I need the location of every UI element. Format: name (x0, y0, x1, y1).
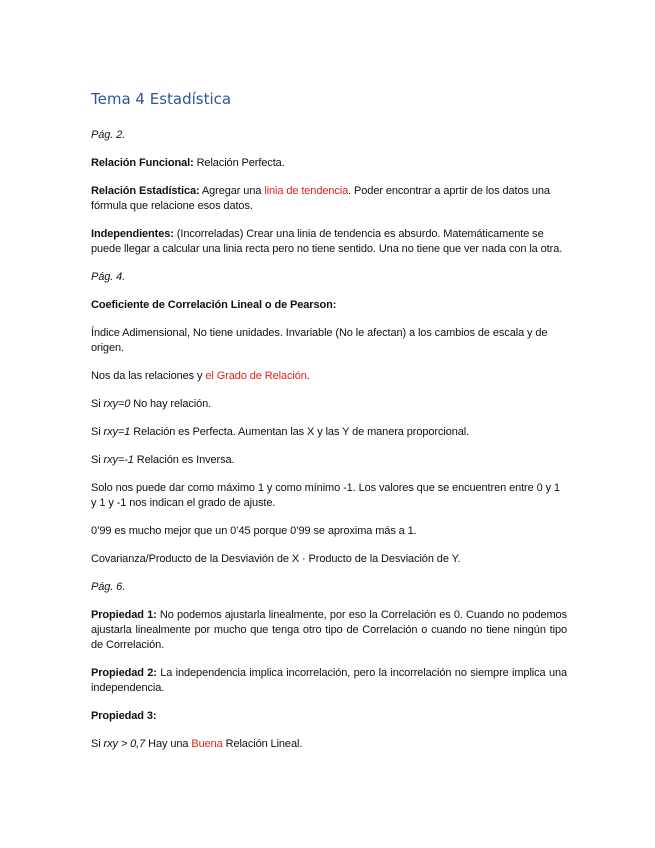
propiedad-3-heading: Propiedad 3: (91, 710, 157, 722)
si-prefix: Si (91, 426, 104, 438)
independientes-paragraph (91, 227, 567, 257)
rxy-0-paragraph (91, 397, 567, 412)
rxy-1-text: Relación es Perfecta. Aumentan las X y las Y de manera proporcional. (130, 426, 470, 438)
propiedad-2-text: La independencia implica incorrelación, pero la incorrelación no siempre implica una independencia. (91, 667, 567, 694)
page-ref-6: Pág. 6. (91, 581, 126, 593)
relacion-funcional-text: Relación Perfecta. (193, 157, 285, 169)
rxy-07-paragraph (91, 737, 567, 752)
independientes-label: Independientes: (91, 228, 174, 240)
rango-paragraph: Solo nos puede dar como máximo 1 y como mínimo -1. Los valores que se encuentren entre 0 y 1 y 1 y -1 nos indican el grado de ajuste. (91, 482, 560, 509)
document-title: Tema 4 Estadística (91, 90, 232, 108)
indice-paragraph: Índice Adimensional, No tiene unidades. Invariable (No le afectan) a los cambios de escala y de origen. (91, 327, 548, 354)
rxy-07-variable: rxy > 0,7 (103, 738, 146, 750)
relacion-estadistica-paragraph (91, 184, 567, 214)
rxy-1-paragraph (91, 425, 567, 440)
independientes-text: (Incorreladas) Crear una linia de tendencia es absurdo. Matemáticamente se puede llegar a calcular una linia recta pero no tiene sentido. Una no tiene que ver nada con la otra. (91, 228, 563, 255)
nos-da-text: Nos da las relaciones y (91, 370, 206, 382)
propiedad-1-text: No podemos ajustarla linealmente, por eso la Correlación es 0. Cuando no podemos ajustarla linealmente por mucho que tenga otro tipo de Correlación o cuando no tiene ningún tipo de Correlación. (91, 609, 567, 651)
rxy-1-variable: rxy=1 (103, 426, 131, 438)
relacion-estadistica-text-1: Agregar una (199, 185, 265, 197)
pearson-heading: Coeficiente de Correlación Lineal o de Pearson: (91, 299, 337, 311)
propiedad-1-paragraph (91, 608, 567, 653)
relacion-estadistica-label: Relación Estadística: (91, 185, 200, 197)
rxy-07-text-2: Relación Lineal. (222, 738, 303, 750)
rxy-minus-1-variable: rxy=-1 (103, 454, 134, 466)
buena-highlight: Buena (191, 738, 223, 750)
si-prefix: Si (91, 398, 104, 410)
propiedad-2-paragraph (91, 666, 567, 696)
comparacion-paragraph: 0’99 es mucho mejor que un 0’45 porque 0’99 se aproxima más a 1. (91, 525, 417, 537)
relacion-funcional-label: Relación Funcional: (91, 157, 194, 169)
nos-da-paragraph (91, 369, 567, 384)
relacion-funcional-paragraph (91, 156, 567, 171)
rxy-minus-1-paragraph (91, 453, 567, 468)
covarianza-paragraph: Covarianza/Producto de la Desviavión de X · Producto de la Desviación de Y. (91, 553, 461, 565)
rxy-minus-1-text: Relación es Inversa. (133, 454, 235, 466)
nos-da-end: . (306, 370, 310, 382)
si-prefix: Si (91, 454, 104, 466)
relacion-estadistica-text-2: . Poder encontrar a aprtir de los datos una fórmula que relacione esos datos. (91, 185, 550, 212)
si-prefix: Si (91, 738, 104, 750)
rxy-0-variable: rxy=0 (103, 398, 131, 410)
rxy-0-text: No hay relación. (130, 398, 212, 410)
document-page (91, 88, 567, 765)
grado-de-relacion-highlight: el Grado de Relación (205, 370, 307, 382)
linia-de-tendencia-highlight: linia de tendencia (264, 185, 349, 197)
rxy-07-text-1: Hay una (145, 738, 192, 750)
page-ref-4: Pág. 4. (91, 271, 126, 283)
propiedad-1-label: Propiedad 1: (91, 609, 157, 621)
page-ref-2: Pág. 2. (91, 129, 126, 141)
propiedad-2-label: Propiedad 2: (91, 667, 157, 679)
